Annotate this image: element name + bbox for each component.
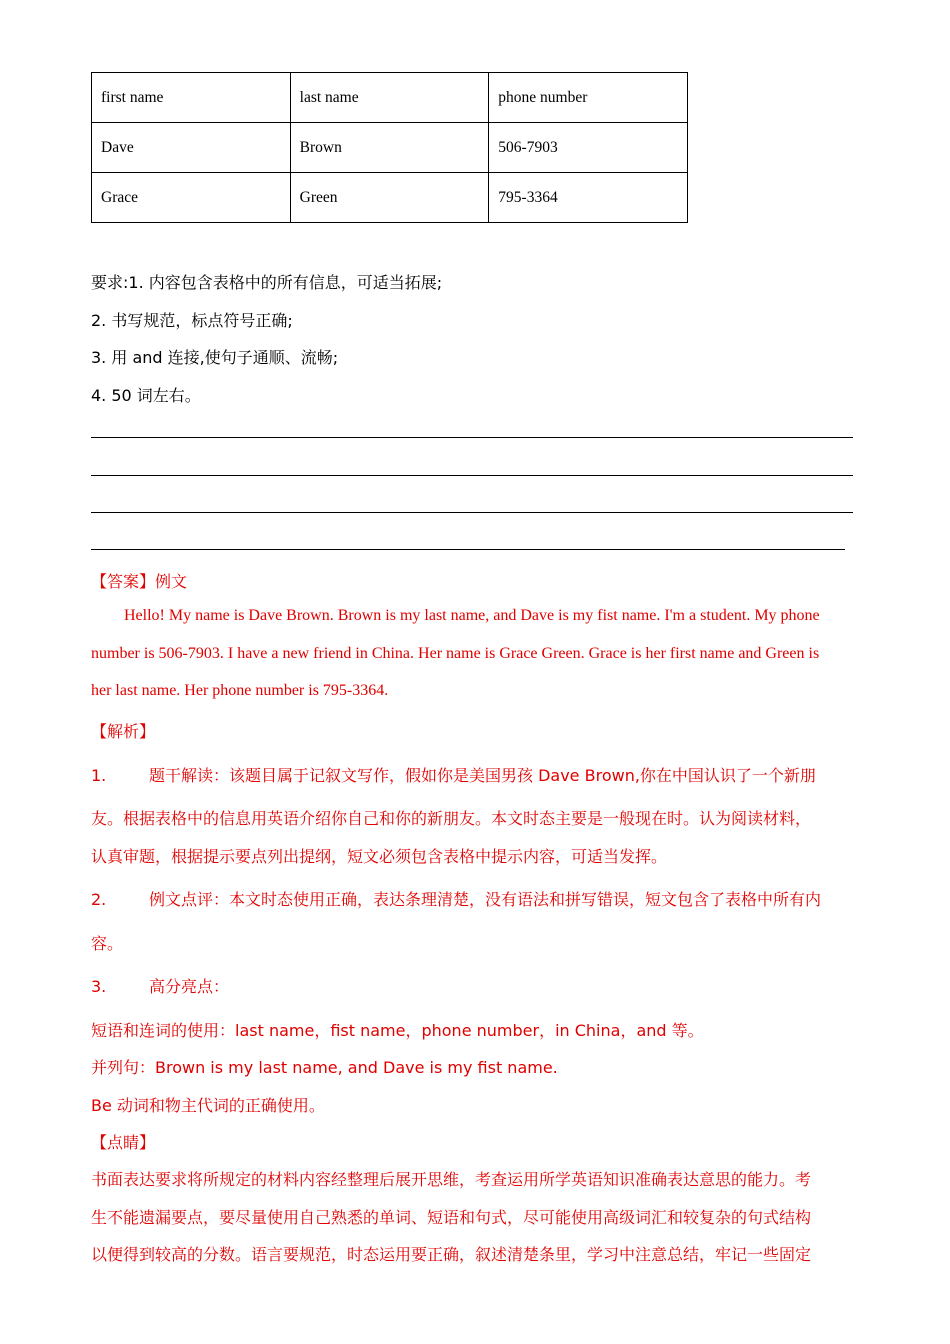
table-header-cell: phone number <box>489 73 688 123</box>
writing-line <box>91 475 853 476</box>
tip-line: 以便得到较高的分数。语言要规范，时态运用要正确，叙述清楚条里，学习中注意总结，牢记一些固定 <box>91 1245 812 1264</box>
writing-line <box>91 549 845 550</box>
writing-line <box>91 437 853 438</box>
table-header-row <box>92 73 688 123</box>
highlight-line: 并列句：Brown is my last name, and Dave is my fist name. <box>91 1058 558 1077</box>
analysis-item-1 <box>91 763 816 786</box>
analysis-item-2-line: 容。 <box>91 934 124 953</box>
tip-heading: 【点睛】 <box>91 1133 156 1152</box>
requirement-1: 要求:1. 内容包含表格中的所有信息，可适当拓展; <box>91 273 443 292</box>
analysis-item-1-line: 认真审题，根据提示要点列出提纲，短文必须包含表格中提示内容，可适当发挥。 <box>91 847 668 866</box>
analysis-heading: 【解析】 <box>91 722 156 741</box>
highlight-line: 短语和连词的使用：last name，fist name，phone number，in China，and 等。 <box>91 1021 704 1040</box>
table-row <box>92 173 688 223</box>
highlight-line: Be 动词和物主代词的正确使用。 <box>91 1096 325 1115</box>
requirement-2: 2. 书写规范，标点符号正确; <box>91 311 293 330</box>
answer-line: Hello! My name is Dave Brown. Brown is my last name, and Dave is my fist name. I'm a student. My phone <box>124 607 820 624</box>
table-cell: Brown <box>290 123 489 173</box>
table-cell: 795-3364 <box>489 173 688 223</box>
analysis-item-3 <box>91 974 229 997</box>
writing-line <box>91 512 853 513</box>
table-header-cell: first name <box>92 73 291 123</box>
requirement-4: 4. 50 词左右。 <box>91 386 201 405</box>
analysis-item-1-line: 友。根据表格中的信息用英语介绍你自己和你的新朋友。本文时态主要是一般现在时。认为阅读材料， <box>91 809 812 828</box>
table-header-cell: last name <box>290 73 489 123</box>
table-cell: Dave <box>92 123 291 173</box>
answer-line: number is 506-7903. I have a new friend in China. Her name is Grace Green. Grace is her first name and Green is <box>91 645 820 662</box>
tip-line: 书面表达要求将所规定的材料内容经整理后展开思维，考查运用所学英语知识准确表达意思的能力。考 <box>91 1170 812 1189</box>
item-text: 例文点评：本文时态使用正确，表达条理清楚，没有语法和拼写错误，短文包含了表格中所有内 <box>149 890 822 909</box>
item-text: 高分亮点： <box>149 977 230 996</box>
answer-heading: 【答案】例文 <box>91 572 188 591</box>
item-number: 2. <box>91 890 107 909</box>
answer-line: her last name. Her phone number is 795-3364. <box>91 682 389 699</box>
requirement-3: 3. 用 and 连接,使句子通顺、流畅; <box>91 348 339 367</box>
table-cell: Green <box>290 173 489 223</box>
item-text: 题干解读：该题目属于记叙文写作，假如你是美国男孩 Dave Brown,你在中国认识了一个新朋 <box>149 766 816 785</box>
analysis-item-2 <box>91 887 821 910</box>
item-number: 3. <box>91 977 107 996</box>
info-table <box>91 72 688 223</box>
item-number: 1. <box>91 766 107 785</box>
tip-line: 生不能遗漏要点，要尽量使用自己熟悉的单词、短语和句式，尽可能使用高级词汇和较复杂的句式结构 <box>91 1208 812 1227</box>
table-cell: 506-7903 <box>489 123 688 173</box>
table-row <box>92 123 688 173</box>
table-cell: Grace <box>92 173 291 223</box>
